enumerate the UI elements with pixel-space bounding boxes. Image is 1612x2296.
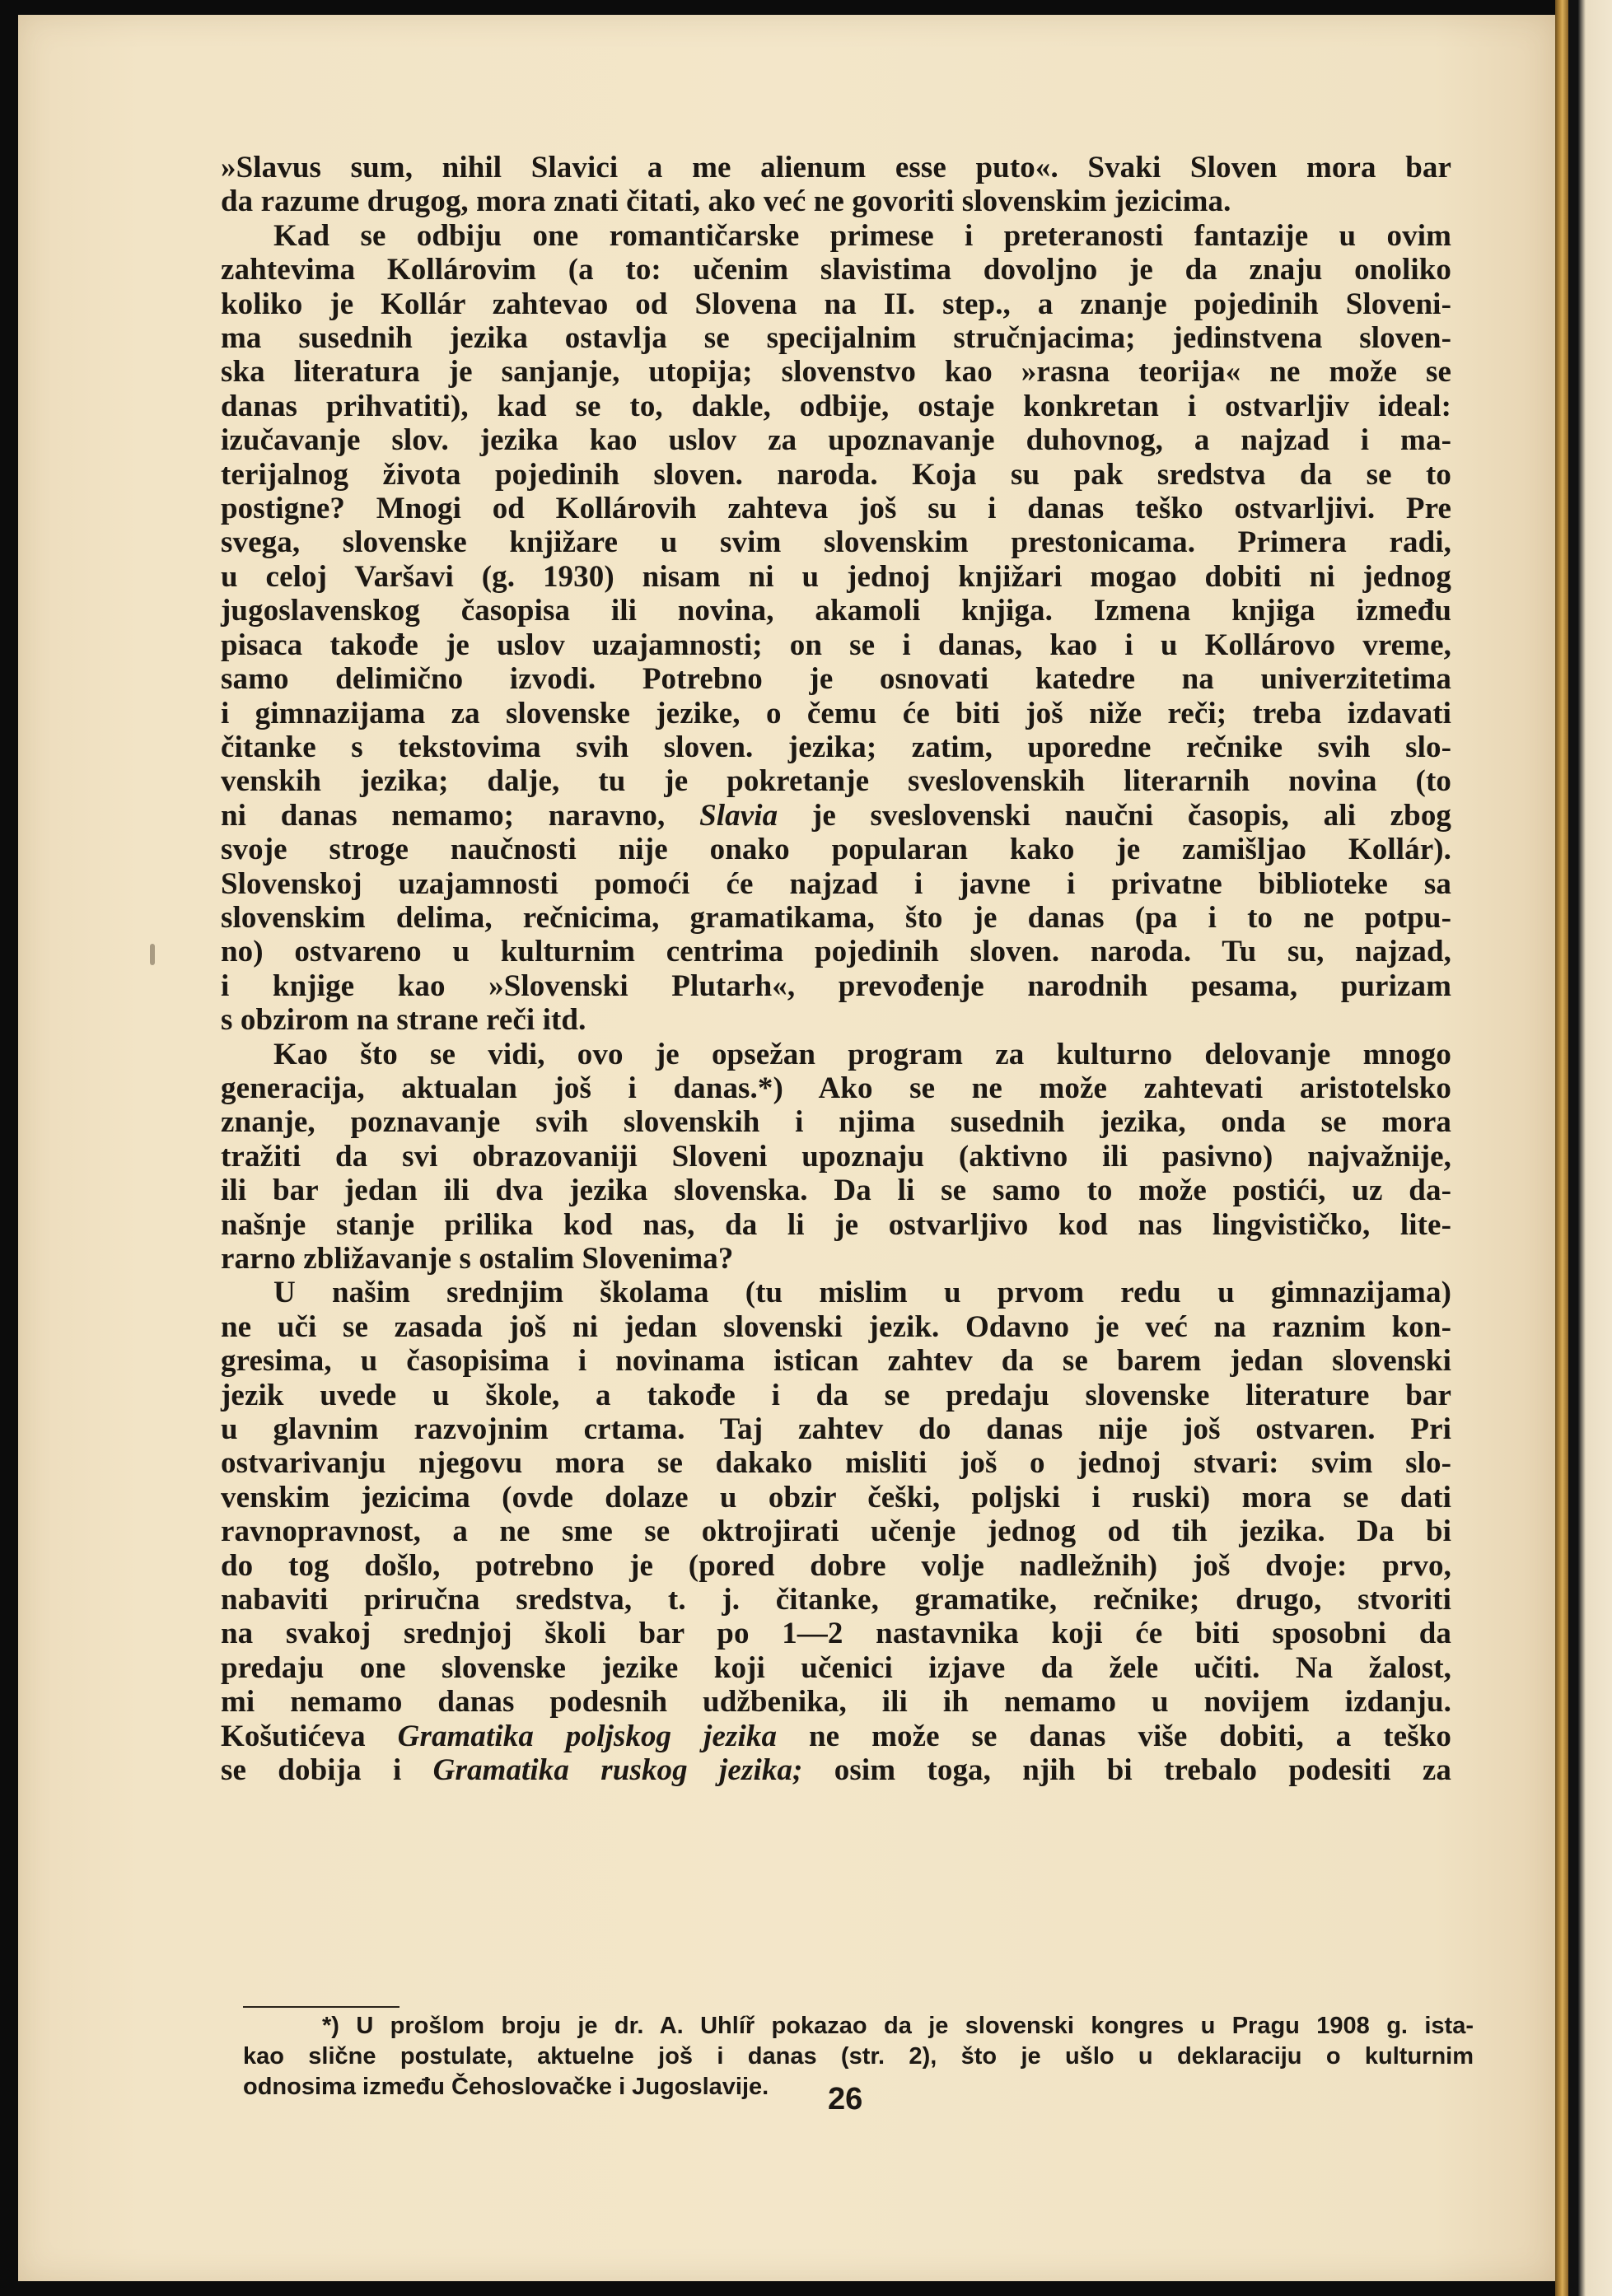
text-line: predaju one slovenske jezike koji učenici izjave da žele učiti. Na žalost, [221, 1650, 1451, 1685]
text-line: ostvarivanju njegovu mora se dakako misliti još o jednoj stvari: svim slo- [221, 1446, 1451, 1481]
text-line: tražiti da svi obrazovaniji Sloveni upoznaju (aktivno ili pasivno) najvažnije, [221, 1139, 1451, 1174]
text-line: Slovenskoj uzajamnosti pomoći će najzad i javne i privatne biblioteke sa [221, 866, 1451, 901]
book-title-polish-grammar: Gramatika poljskog jezika [397, 1719, 778, 1753]
text-line: slovenskim delima, rečnicima, gramatikama, što je danas (pa i to ne potpu- [221, 900, 1451, 935]
text-line: svega, slovenske knjižare u svim slovenskim prestonicama. Primera radi, [221, 525, 1451, 560]
footnote-line: odnosima između Čehoslovačke i Jugoslavije. [243, 2074, 769, 2100]
text-line: da razume drugog, mora znati čitati, ako već ne govoriti slovenskim jezicima. [221, 184, 1231, 219]
text-line: generacija, aktualan još i danas.*) Ako se ne može zahtevati aristotelsko [221, 1071, 1451, 1105]
text-line [221, 1753, 1451, 1787]
text-line: ravnopravnost, a ne sme se oktrojirati učenje jednog od tih jezika. Da bi [221, 1514, 1451, 1549]
binding-gap [1568, 0, 1578, 2296]
text-line [221, 799, 1451, 833]
text-line: terijalnog života pojedinih sloven. naroda. Koja su pak sredstva da se to [221, 457, 1451, 492]
body-text [221, 151, 1451, 1788]
text-line: jugoslavenskog časopisa ili novina, akamoli knjiga. Izmena knjiga između [221, 594, 1451, 628]
footnote-line: kao slične postulate, aktuelne još i danas (str. 2), što je ušlo u deklaraciju o kulturnim [243, 2043, 1474, 2070]
text-line [221, 1720, 1451, 1753]
text-line: svoje stroge naučnosti nije onako popularan kako je zamišljao Kollár). [221, 833, 1451, 867]
text-segment: Košutićeva [221, 1719, 366, 1753]
text-line: ska literatura je sanjanje, utopija; slovenstvo kao »rasna teorija« ne može se [221, 355, 1451, 390]
paper-speck [150, 944, 155, 965]
footnote-divider [243, 2006, 399, 2008]
text-segment: ni danas nemamo; naravno, [221, 798, 666, 833]
text-line: »Slavus sum, nihil Slavici a me alienum esse puto«. Svaki Sloven mora bar [221, 151, 1451, 184]
text-line: venskim jezicima (ovde dolaze u obzir češki, poljski i ruski) mora se dati [221, 1480, 1451, 1514]
binding-spine [1555, 0, 1568, 2296]
text-line: ne uči se zasada još ni jedan slovenski jezik. Odavno je već na raznim kon- [221, 1309, 1451, 1344]
text-line: U našim srednjim školama (tu mislim u prvom redu u gimnazijama) [273, 1276, 1451, 1310]
text-line: zahtevima Kollárovim (a to: učenim slavistima dovoljno je da znaju onoliko [221, 253, 1451, 287]
text-line: gresima, u časopisima i novinama istican zahtev da se barem jedan slovenski [221, 1344, 1451, 1379]
next-page-edge [1578, 0, 1612, 2296]
text-line: postigne? Mnogi od Kollárovih zahteva još su i danas teško ostvarljivi. Pre [221, 492, 1451, 526]
text-line: samo delimično izvodi. Potrebno je osnovati katedre na univerzitetima [221, 662, 1451, 697]
text-segment: se dobija i [221, 1753, 402, 1788]
text-line: nabaviti priručna sredstva, t. j. čitanke, gramatike, rečnike; drugo, stvoriti [221, 1583, 1451, 1617]
text-line: do tog došlo, potrebno je (pored dobre volje nadležnih) još dvoje: prvo, [221, 1548, 1451, 1583]
text-line: koliko je Kollár zahtevao od Slovena na II. step., a znanje pojedinih Sloveni- [221, 287, 1451, 321]
text-line: venskih jezika; dalje, tu je pokretanje sveslovenskih literarnih novina (to [221, 764, 1451, 799]
text-line: čitanke s tekstovima svih sloven. jezika; zatim, uporedne rečnike svih slo- [221, 730, 1451, 764]
book-title-russian-grammar: Gramatika ruskog jezika; [432, 1753, 803, 1788]
text-line: na svakoj srednjoj školi bar po 1—2 nastavnika koji će biti sposobni da [221, 1617, 1451, 1651]
text-line: našnje stanje prilika kod nas, da li je ostvarljivo kod nas lingvističko, lite- [221, 1207, 1451, 1242]
text-line: i gimnazijama za slovenske jezike, o čemu će biti još niže reči; treba izdavati [221, 696, 1451, 730]
text-line: danas prihvatiti), kad se to, dakle, odbije, ostaje konkretan i ostvarljiv ideal: [221, 389, 1451, 423]
text-line: rarno zbližavanje s ostalim Slovenima? [221, 1242, 734, 1276]
footnote-line: *) U prošlom broju je dr. A. Uhlíř pokazao da je slovenski kongres u Pragu 1908 g. ista- [322, 2013, 1474, 2039]
text-line: ili bar jedan ili dva jezika slovenska. Da li se samo to može postići, uz da- [221, 1174, 1451, 1208]
text-line: mi nemamo danas podesnih udžbenika, ili ih nemamo u novijem izdanju. [221, 1685, 1451, 1720]
text-line: Kad se odbiju one romantičarske primese i preteranosti fantazije u ovim [273, 218, 1451, 253]
text-line: ma susednih jezika ostavlja se specijalnim stručnjacima; jedinstvena sloven- [221, 321, 1451, 356]
text-line: pisaca takođe je uslov uzajamnosti; on se i danas, kao i u Kollárovo vreme, [221, 628, 1451, 662]
text-segment: je sveslovenski naučni časopis, ali zbog [811, 798, 1452, 833]
text-line: znanje, poznavanje svih slovenskih i njima susednih jezika, onda se mora [221, 1105, 1451, 1140]
text-line: izučavanje slov. jezika kao uslov za upoznavanje duhovnog, a najzad i ma- [221, 423, 1451, 458]
text-line: i knjige kao »Slovenski Plutarh«, prevođenje narodnih pesama, purizam [221, 968, 1451, 1003]
text-line: Kao što se vidi, ovo je opsežan program za kulturno delovanje mnogo [273, 1037, 1451, 1071]
text-line: s obzirom na strane reči itd. [221, 1003, 586, 1038]
text-line: no) ostvareno u kulturnim centrima pojedinih sloven. naroda. Tu su, najzad, [221, 935, 1451, 969]
page-number: 26 [828, 2082, 863, 2116]
text-line: u glavnim razvojnim crtama. Taj zahtev do danas nije još ostvaren. Pri [221, 1412, 1451, 1447]
text-line: jezik uvede u škole, a takođe i da se predaju slovenske literature bar [221, 1378, 1451, 1412]
journal-title-slavia: Slavia [699, 798, 778, 833]
text-segment: ne može se danas više dobiti, a teško [808, 1719, 1451, 1753]
text-line: u celoj Varšavi (g. 1930) nisam ni u jednoj knjižari mogao dobiti ni jednog [221, 559, 1451, 594]
text-segment: osim toga, njih bi trebalo podesiti za [834, 1753, 1451, 1788]
